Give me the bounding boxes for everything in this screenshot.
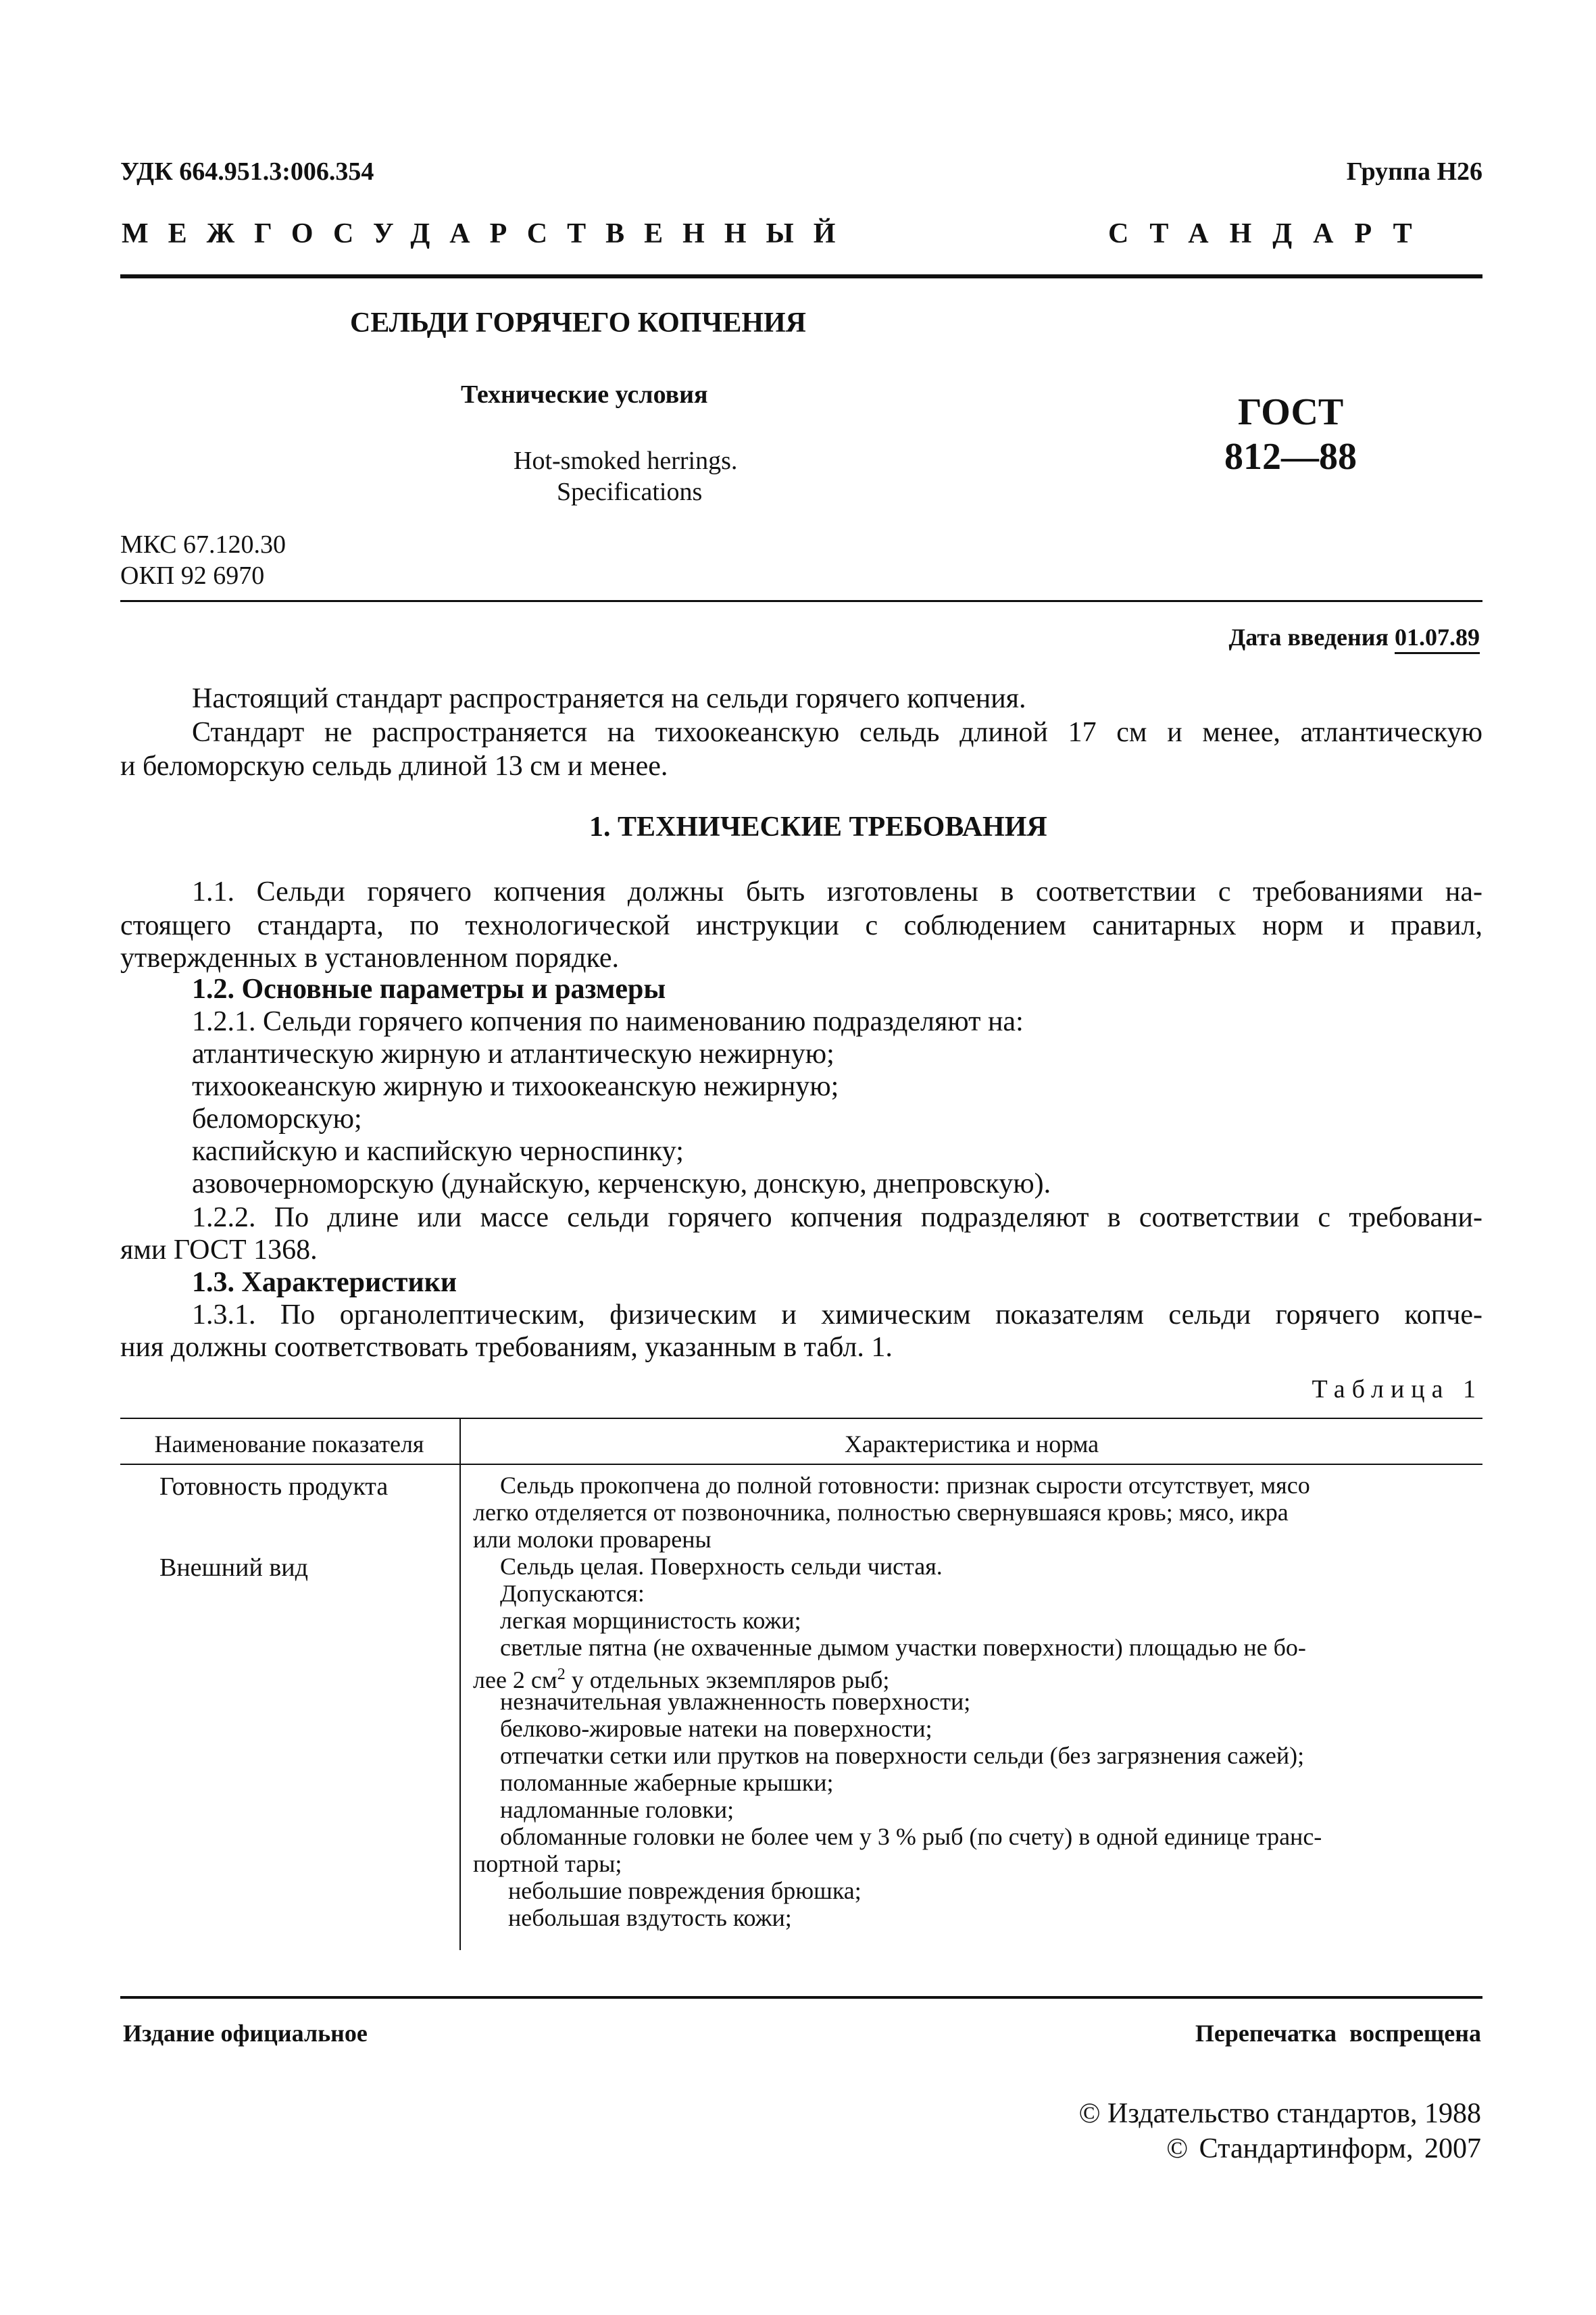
paragraph-1-2-1: 1.2.1. Сельди горячего копчения по наименованию подразделяют на:	[192, 1006, 1024, 1037]
copyright-line-1: © Издательство стандартов, 1988	[1078, 2098, 1481, 2129]
table-cell-line: обломанные головки не более чем у 3 % рыб (по счету) в одной единице транс-	[500, 1823, 1322, 1850]
table-cell-line: незначительная увлажненность поверхности;	[500, 1688, 971, 1715]
heading-1-2: 1.2. Основные параметры и размеры	[192, 974, 666, 1005]
table-cell-line: Допускаются:	[500, 1580, 645, 1607]
list-item: каспийскую и каспийскую черноспинку;	[192, 1136, 684, 1167]
table-cell-line: небольшая вздутость кожи;	[508, 1904, 792, 1931]
paragraph-1-3-1-line2: ния должны соответствовать требованиям, указанным в табл. 1.	[120, 1332, 893, 1363]
paragraph-1-1-line1: 1.1. Сельди горячего копчения должны быть изготовлены в соответствии с требованиями на-	[192, 876, 1482, 907]
gost-label: ГОСТ	[1238, 391, 1344, 433]
okp-code: ОКП 92 6970	[120, 562, 265, 590]
table-cell-line: легко отделяется от позвоночника, полностью свернувшаяся кровь; мясо, икра	[473, 1499, 1289, 1526]
gost-number: 812—88	[1224, 436, 1357, 478]
table-cell-line: Сельдь прокопчена до полной готовности: признак сырости отсутствует, мясо	[500, 1472, 1310, 1499]
copyright-line-2: © Стандартинформ, 2007	[1166, 2133, 1481, 2164]
list-item: беломорскую;	[192, 1103, 362, 1135]
table-column-divider	[459, 1418, 461, 1950]
table-top-rule	[120, 1418, 1482, 1419]
heading-1-3: 1.3. Характеристики	[192, 1267, 457, 1298]
table-header-rule	[120, 1464, 1482, 1465]
table-header-value: Характеристика и норма	[844, 1430, 1099, 1458]
standard-label: СТАНДАРТ	[1108, 218, 1433, 249]
document-title: СЕЛЬДИ ГОРЯЧЕГО КОПЧЕНИЯ	[350, 307, 807, 339]
mks-code: МКС 67.120.30	[120, 530, 286, 559]
paragraph-1-1-line2: стоящего стандарта, по технологической инструкции с соблюдением санитарных норм и правил,	[120, 910, 1482, 941]
table-cell-line: портной тары;	[473, 1850, 622, 1877]
list-item: тихоокеанскую жирную и тихоокеанскую нежирную;	[192, 1071, 839, 1102]
group-code: Группа Н26	[1346, 157, 1482, 186]
paragraph-1-2-2-line1: 1.2.2. По длине или массе сельди горячего копчения подразделяют в соответствии с требовани-	[192, 1202, 1482, 1233]
table-cell-line: отпечатки сетки или прутков на поверхности сельди (без загрязнения сажей);	[500, 1742, 1305, 1769]
intro-paragraph-2-line1: Стандарт не распространяется на тихоокеанскую сельдь длиной 17 см и менее, атлантическую	[192, 717, 1482, 748]
table-cell-text: у отдельных экземпляров рыб;	[565, 1666, 890, 1693]
english-title-line1: Hot-smoked herrings.	[514, 447, 738, 475]
table-row-name: Внешний вид	[159, 1553, 308, 1582]
paragraph-1-2-2-line2: ями ГОСТ 1368.	[120, 1235, 318, 1266]
codes-rule	[120, 600, 1482, 602]
table-cell-line: надломанные головки;	[500, 1796, 734, 1823]
table-cell-line: светлые пятна (не охваченные дымом участки поверхности) площадью не бо-	[500, 1634, 1306, 1661]
table-cell-line: поломанные жаберные крышки;	[500, 1769, 834, 1796]
intro-date	[1229, 623, 1480, 651]
paragraph-1-3-1-line1: 1.3.1. По органолептическим, физическим и химическим показателям сельди горячего копче-	[192, 1299, 1482, 1330]
superscript: 2	[557, 1666, 566, 1683]
table-label: Таблица 1	[1312, 1375, 1482, 1403]
official-edition: Издание официальное	[123, 2020, 368, 2047]
intro-paragraph-1: Настоящий стандарт распространяется на сельди горячего копчения.	[192, 683, 1026, 714]
intro-date-label: Дата введения	[1228, 624, 1389, 651]
header-rule	[120, 274, 1482, 278]
table-cell-text: лее 2 см	[473, 1666, 557, 1693]
intro-date-value: 01.07.89	[1395, 624, 1480, 654]
table-cell-line: легкая морщинистость кожи;	[500, 1607, 801, 1634]
table-cell-line: Сельдь целая. Поверхность сельди чистая.	[500, 1553, 943, 1580]
table-cell-line: небольшие повреждения брюшка;	[508, 1877, 862, 1904]
intro-paragraph-2-line2: и беломорскую сельдь длиной 13 см и менее.	[120, 751, 668, 782]
footer-rule	[120, 1996, 1482, 1999]
list-item: азовочерноморскую (дунайскую, керченскую, донскую, днепровскую).	[192, 1168, 1051, 1199]
table-cell-line: или молоки проварены	[473, 1526, 712, 1553]
table-row-name: Готовность продукта	[159, 1472, 389, 1501]
table-cell-line: белково-жировые натеки на поверхности;	[500, 1715, 932, 1742]
reprint-prohibited: Перепечатка воспрещена	[1195, 2020, 1481, 2047]
document-subtitle: Технические условия	[461, 380, 708, 409]
english-title-line2: Specifications	[557, 478, 703, 506]
table-header-name: Наименование показателя	[154, 1430, 424, 1458]
list-item: атлантическую жирную и атлантическую нежирную;	[192, 1039, 834, 1070]
section-1-title: 1. ТЕХНИЧЕСКИЕ ТРЕБОВАНИЯ	[589, 812, 1047, 843]
udk-code: УДК 664.951.3:006.354	[120, 157, 374, 186]
interstate-label: МЕЖГОСУДАРСТВЕННЫЙ	[122, 218, 855, 249]
paragraph-1-1-line3: утвержденных в установленном порядке.	[120, 943, 620, 974]
